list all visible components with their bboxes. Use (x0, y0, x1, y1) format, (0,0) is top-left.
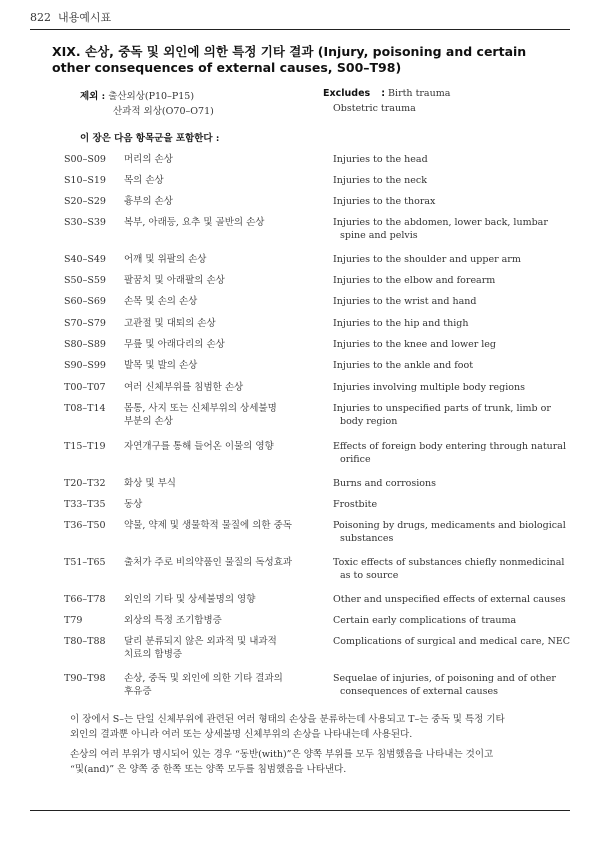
block-code: S40–S49 (64, 254, 106, 265)
block-title-en (333, 295, 578, 308)
chapter-title-line1: XIX. 손상, 중독 및 외인에 의한 특정 기타 결과 (Injury, poisoning and certain (52, 44, 527, 59)
block-title-ko-line: 달리 분류되지 않은 외과적 및 내과적 (124, 636, 277, 647)
block-title-en-line: Toxic effects of substances chiefly nonmedicinal (333, 557, 565, 568)
block-title-en-line: Injuries to the wrist and hand (333, 296, 477, 307)
block-title-en-line: Injuries to the knee and lower leg (333, 339, 497, 350)
block-code: T80–T88 (64, 636, 106, 647)
block-code: S30–S39 (64, 217, 106, 228)
block-title-ko-line: 손목 및 손의 손상 (124, 296, 198, 307)
block-title-ko-line: 치료의 합병증 (124, 649, 183, 660)
block-code: T36–T50 (64, 520, 106, 531)
block-title-ko (124, 614, 329, 627)
block-code: T51–T65 (64, 557, 106, 568)
block-title-en-line: Certain early complications of trauma (333, 615, 517, 626)
block-title-en-line: Injuries to unspecified parts of trunk, limb or (333, 403, 551, 414)
block-code: T20–T32 (64, 478, 106, 489)
block-title-ko (124, 359, 329, 372)
block-code: T08–T14 (64, 403, 106, 414)
note-line: 이 장에서 S–는 단일 신체부위에 관련된 여러 형태의 손상을 분류하는데 사용되고 T–는 중독 및 특정 기타 (70, 714, 505, 725)
block-title-ko (124, 593, 329, 606)
block-title-ko (124, 519, 329, 532)
excludes-en-item: Birth trauma (388, 88, 451, 99)
block-title-en (333, 317, 578, 330)
block-title-en-line: Injuries to the shoulder and upper arm (333, 254, 521, 265)
block-title-ko-line: 무릎 및 아래다리의 손상 (124, 339, 225, 350)
block-code: S20–S29 (64, 196, 106, 207)
block-title-ko (124, 216, 329, 229)
block-title-ko (124, 253, 329, 266)
block-title-en-line: Injuries to the head (333, 154, 428, 165)
block-title-ko (124, 672, 329, 698)
block-title-ko-line: 고관절 및 대퇴의 손상 (124, 318, 216, 329)
block-title-en-line: substances (340, 533, 394, 544)
block-title-en (333, 519, 578, 545)
block-code: T00–T07 (64, 382, 106, 393)
excludes-en-item: Obstetric trauma (333, 103, 416, 114)
block-code: T79 (64, 615, 83, 626)
block-title-ko-line: 발목 및 발의 손상 (124, 360, 198, 371)
block-title-en (333, 174, 578, 187)
block-title-ko (124, 440, 329, 453)
block-title-en (333, 402, 578, 428)
block-title-ko (124, 274, 329, 287)
block-title-ko-line: 동상 (124, 499, 143, 510)
block-title-ko (124, 402, 329, 428)
block-title-ko-line: 몸통, 사지 또는 신체부위의 상세불명 (124, 403, 277, 414)
includes-heading: 이 장은 다음 항목군을 포함한다 : (80, 133, 220, 144)
block-title-en-line: Frostbite (333, 499, 378, 510)
block-title-en (333, 216, 578, 242)
block-title-en (333, 672, 578, 698)
block-title-en-line: spine and pelvis (340, 230, 418, 241)
note-line: 외인의 결과뿐 아니라 여러 또는 상세불명 신체부위의 손상을 나타내는데 사용된다. (70, 729, 413, 740)
excludes-en (323, 88, 450, 99)
block-title-ko (124, 174, 329, 187)
block-title-en-line: Injuries to the hip and thigh (333, 318, 469, 329)
block-title-ko-line: 손상, 중독 및 외인에 의한 기타 결과의 (124, 673, 283, 684)
block-title-en (333, 274, 578, 287)
block-title-ko (124, 195, 329, 208)
block-title-en-line: Injuries to the thorax (333, 196, 436, 207)
block-title-en-line: Injuries to the elbow and forearm (333, 275, 496, 286)
block-title-ko-line: 출처가 주로 비의약품인 물질의 독성효과 (124, 557, 293, 568)
block-title-ko-line: 목의 손상 (124, 175, 164, 186)
block-code: S70–S79 (64, 318, 106, 329)
block-title-ko (124, 556, 329, 569)
note-line: 손상의 여러 부위가 명시되어 있는 경우 “동반(with)”은 양쪽 부위를 모두 침범했음을 나타내는 것이고 (70, 749, 494, 760)
block-title-en (333, 477, 578, 490)
block-title-ko-line: 여러 신체부위를 침범한 손상 (124, 382, 244, 393)
page-header (30, 9, 111, 25)
block-title-en (333, 593, 578, 606)
excludes-en-colon: : (381, 88, 386, 99)
block-title-en (333, 359, 578, 372)
block-title-ko-line: 어깨 및 위팔의 손상 (124, 254, 207, 265)
block-title-ko (124, 153, 329, 166)
block-title-en (333, 153, 578, 166)
excludes-ko (80, 88, 194, 102)
block-code: T33–T35 (64, 499, 106, 510)
block-title-en-line: orifice (340, 454, 371, 465)
block-title-en-line: Injuries to the ankle and foot (333, 360, 474, 371)
block-title-ko-line: 약물, 약제 및 생물학적 물질에 의한 중독 (124, 520, 292, 531)
block-title-en-line: Injuries to the neck (333, 175, 427, 186)
note-line: “및(and)” 은 양쪽 중 한쪽 또는 양쪽 모두를 침범했음을 나타낸다. (70, 764, 347, 775)
block-title-en (333, 381, 578, 394)
block-title-ko-line: 외인의 기타 및 상세불명의 영향 (124, 594, 256, 605)
block-title-ko (124, 498, 329, 511)
block-title-en-line: body region (340, 416, 398, 427)
block-code: S00–S09 (64, 154, 106, 165)
block-title-en-line: Poisoning by drugs, medicaments and biological (333, 520, 566, 531)
block-title-en (333, 614, 578, 627)
block-title-en (333, 635, 578, 648)
block-code: T66–T78 (64, 594, 106, 605)
block-title-ko-line: 흉부의 손상 (124, 196, 173, 207)
block-title-ko-line: 부분의 손상 (124, 416, 173, 427)
block-title-en (333, 440, 578, 466)
block-title-en (333, 253, 578, 266)
block-title-ko-line: 팔꿈치 및 아래팔의 손상 (124, 275, 225, 286)
block-title-en-line: Sequelae of injuries, of poisoning and of other (333, 673, 556, 684)
page-number: 822 (30, 11, 51, 24)
block-title-en-line: Complications of surgical and medical care, NEC (333, 636, 571, 647)
block-title-en-line: Burns and corrosions (333, 478, 437, 489)
block-code: S90–S99 (64, 360, 106, 371)
block-title-ko (124, 295, 329, 308)
block-code: S60–S69 (64, 296, 106, 307)
block-title-en-line: Effects of foreign body entering through natural (333, 441, 566, 452)
block-title-en (333, 338, 578, 351)
block-title-ko-line: 외상의 특정 조기합병증 (124, 615, 222, 626)
chapter-title (52, 44, 564, 76)
block-title-en (333, 195, 578, 208)
excludes-ko-label: 제외 : (80, 91, 106, 102)
excludes-ko-item: 산과적 외상(O70–O71) (113, 106, 214, 117)
block-title-en-line: Injuries involving multiple body regions (333, 382, 525, 393)
excludes-en-label: Excludes (323, 88, 371, 99)
block-code: T15–T19 (64, 441, 106, 452)
block-title-en-line: Other and unspecified effects of external causes (333, 594, 566, 605)
block-title-ko-line: 머리의 손상 (124, 154, 173, 165)
block-title-ko (124, 477, 329, 490)
block-code: S10–S19 (64, 175, 106, 186)
block-title-ko (124, 635, 329, 661)
section-title: 내용예시표 (58, 11, 112, 24)
block-title-en (333, 556, 578, 582)
block-code: S80–S89 (64, 339, 106, 350)
block-title-en-line: consequences of external causes (340, 686, 498, 697)
block-title-en-line: Injuries to the abdomen, lower back, lumbar (333, 217, 548, 228)
block-title-en-line: as to source (340, 570, 399, 581)
header-divider (30, 29, 570, 30)
excludes-ko-item: 출산외상(P10–P15) (108, 91, 195, 102)
block-title-ko-line: 복부, 아래등, 요추 및 골반의 손상 (124, 217, 265, 228)
block-title-ko-line: 자연개구를 통해 들어온 이물의 영향 (124, 441, 274, 452)
block-title-ko (124, 317, 329, 330)
block-title-ko-line: 화상 및 부식 (124, 478, 176, 489)
block-title-en (333, 498, 578, 511)
block-code: T90–T98 (64, 673, 106, 684)
block-title-ko (124, 381, 329, 394)
footer-divider (30, 810, 570, 811)
block-title-ko-line: 후유증 (124, 686, 152, 697)
block-title-ko (124, 338, 329, 351)
block-code: S50–S59 (64, 275, 106, 286)
chapter-title-line2: other consequences of external causes, S00–T98) (52, 60, 402, 75)
